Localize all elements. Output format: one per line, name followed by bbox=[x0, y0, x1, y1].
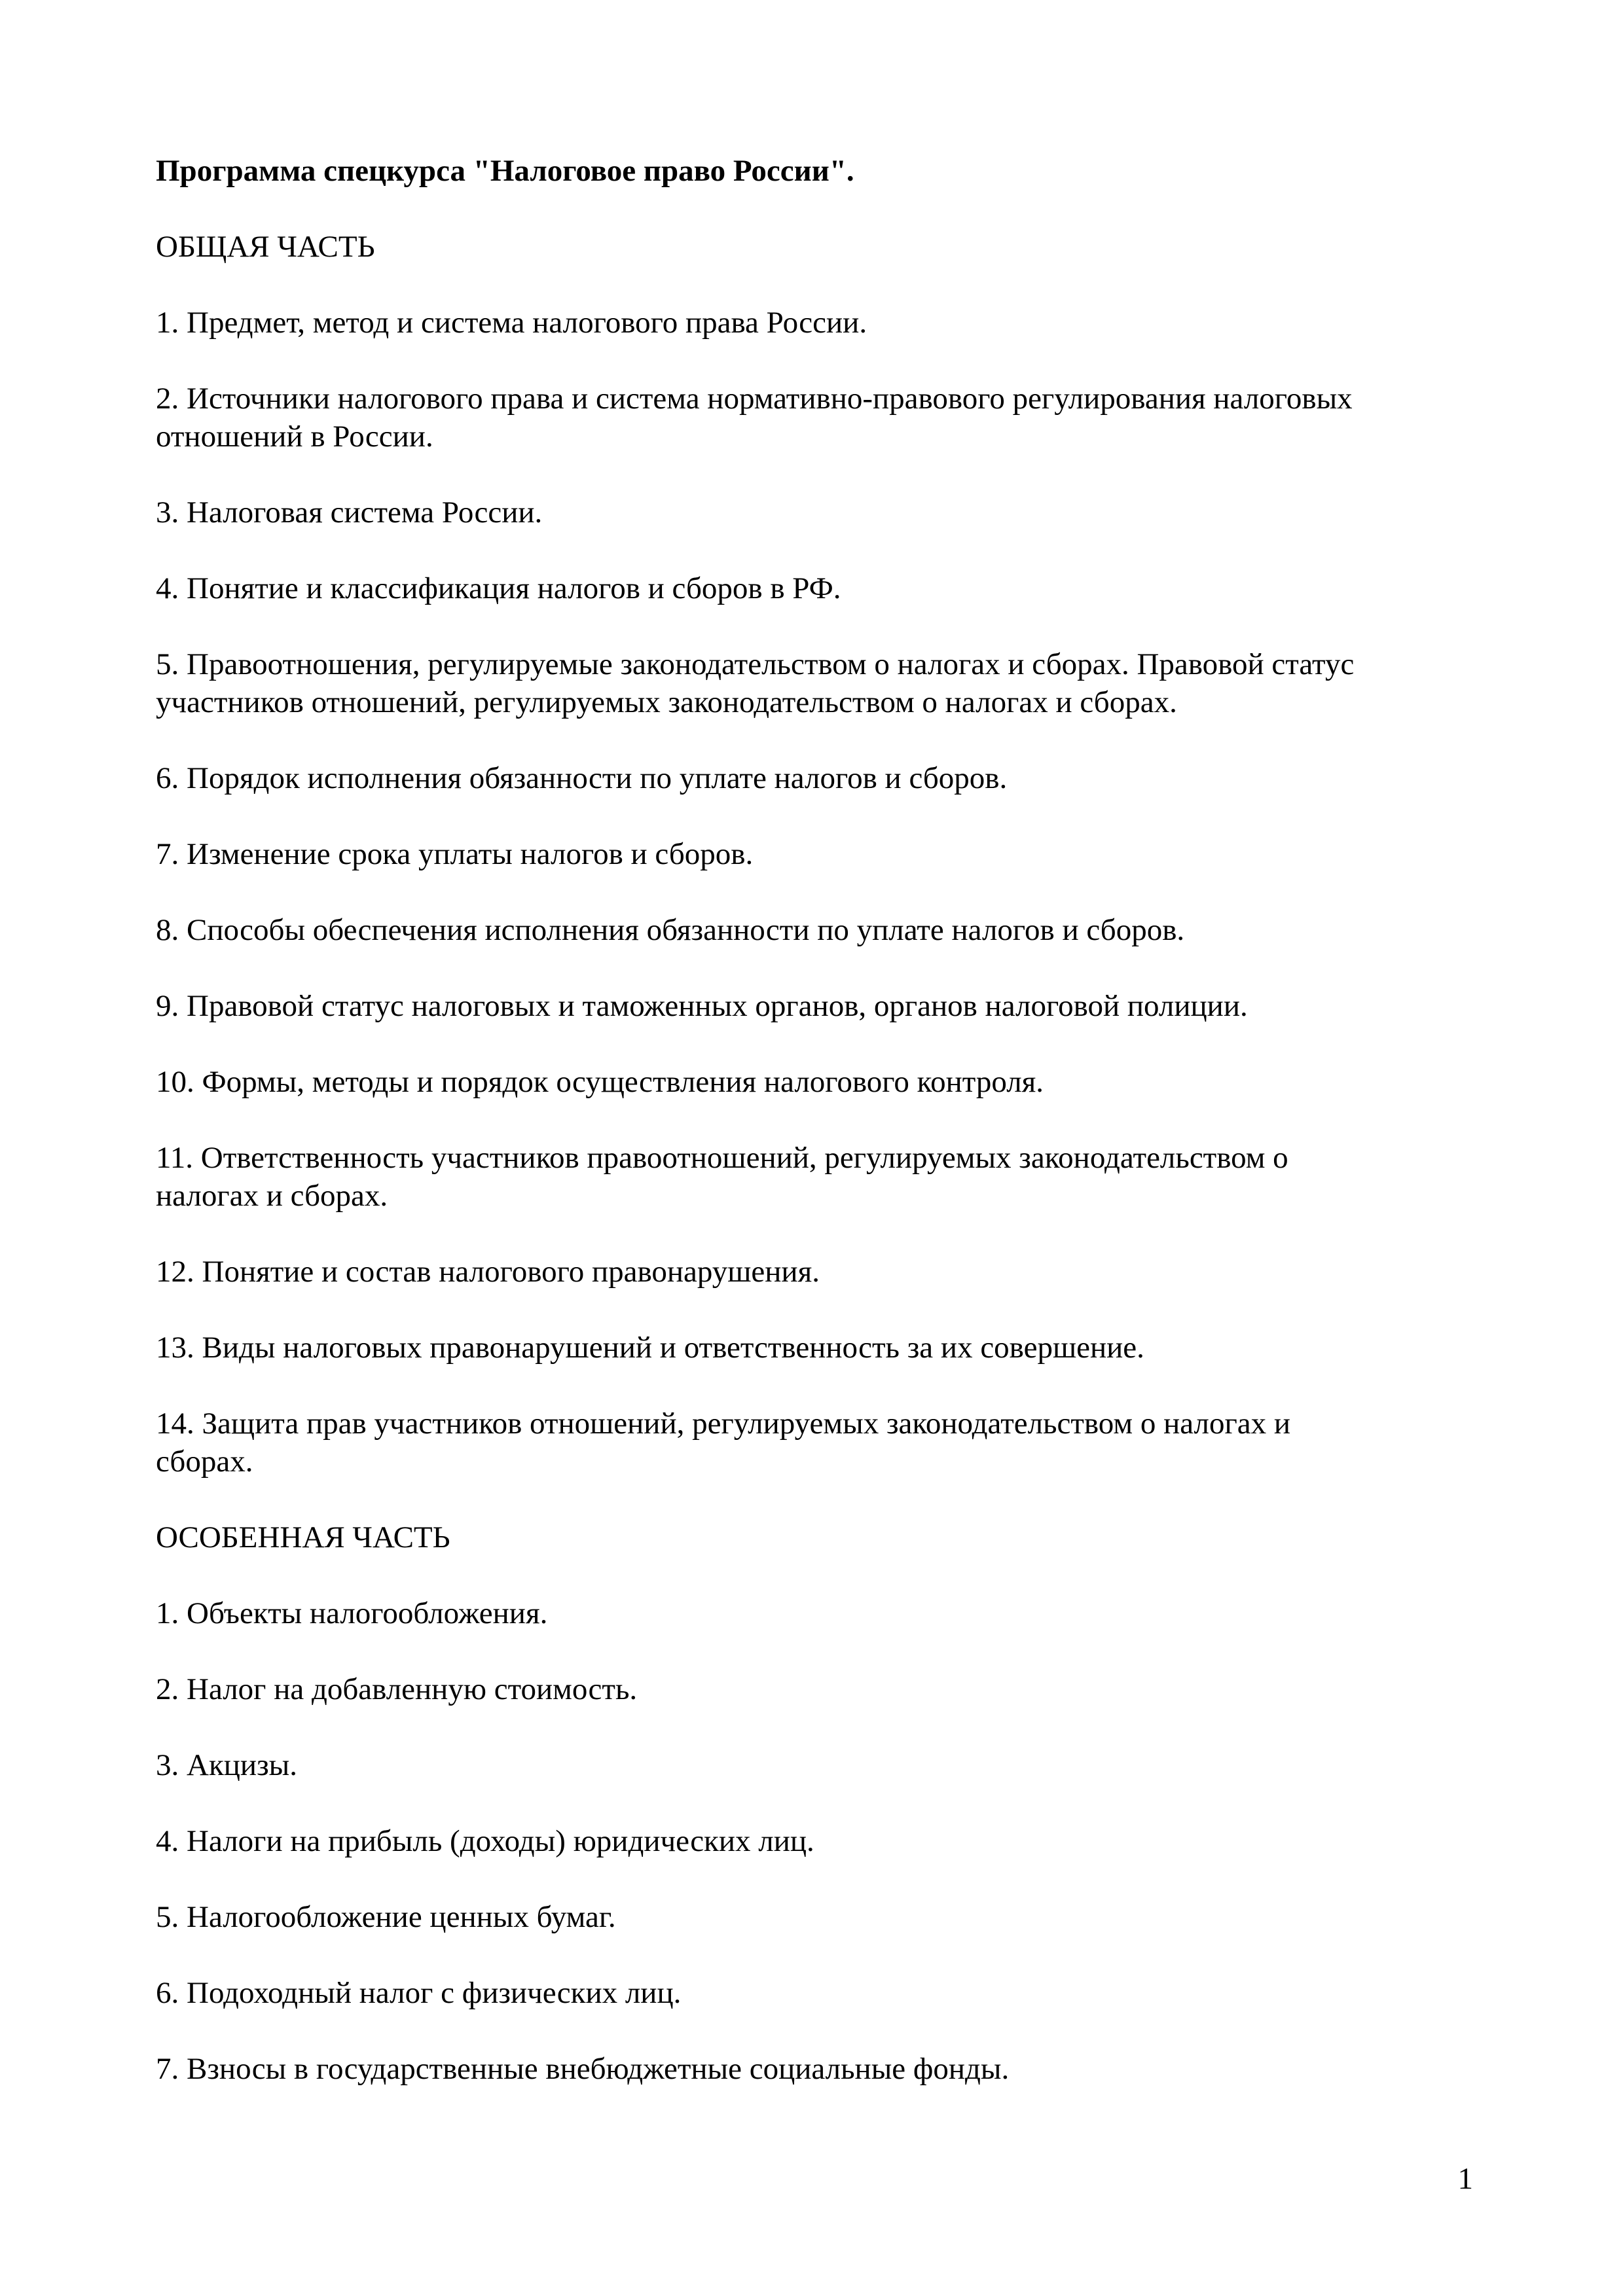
list-item-line: 3. Акцизы. bbox=[156, 1748, 297, 1782]
list-item bbox=[156, 1329, 1478, 1367]
page-number: 1 bbox=[1457, 2162, 1473, 2196]
list-item-line: 6. Подоходный налог с физических лиц. bbox=[156, 1976, 682, 2010]
list-item-line: налогах и сборах. bbox=[156, 1179, 388, 1213]
list-item bbox=[156, 493, 1478, 531]
list-item-line: 6. Порядок исполнения обязанности по уплате налогов и сборов. bbox=[156, 761, 1008, 795]
list-item-line: 5. Налогообложение ценных бумаг. bbox=[156, 1900, 616, 1934]
list-item bbox=[156, 1253, 1478, 1291]
special-part-heading: ОСОБЕННАЯ ЧАСТЬ bbox=[156, 1520, 450, 1554]
list-item-line: отношений в России. bbox=[156, 420, 433, 454]
list-item bbox=[156, 911, 1478, 949]
list-item-line: 2. Источники налогового права и система нормативно-правового регулирования налоговых bbox=[156, 382, 1353, 416]
list-item-line: 7. Изменение срока уплаты налогов и сборов. bbox=[156, 837, 754, 871]
list-item bbox=[156, 1822, 1478, 1860]
list-item-line: 10. Формы, методы и порядок осуществления налогового контроля. bbox=[156, 1065, 1044, 1099]
list-item bbox=[156, 569, 1478, 607]
list-item bbox=[156, 1974, 1478, 2012]
list-item bbox=[156, 1746, 1478, 1784]
list-item-line: 2. Налог на добавленную стоимость. bbox=[156, 1672, 638, 1706]
list-item bbox=[156, 380, 1478, 456]
list-item-line: 8. Способы обеспечения исполнения обязанности по уплате налогов и сборов. bbox=[156, 913, 1185, 947]
list-item-line: 4. Налоги на прибыль (доходы) юридических лиц. bbox=[156, 1824, 814, 1858]
list-item-line: 7. Взносы в государственные внебюджетные социальные фонды. bbox=[156, 2052, 1010, 2086]
list-item bbox=[156, 987, 1478, 1025]
list-item-line: 11. Ответственность участников правоотношений, регулируемых законодательством о bbox=[156, 1141, 1288, 1175]
list-item bbox=[156, 1594, 1478, 1632]
list-item-line: 14. Защита прав участников отношений, регулируемых законодательством о налогах и bbox=[156, 1407, 1291, 1441]
special-part-list bbox=[156, 1594, 1478, 2088]
list-item-line: 9. Правовой статус налоговых и таможенных органов, органов налоговой полиции. bbox=[156, 989, 1248, 1023]
list-item-line: 5. Правоотношения, регулируемые законодательством о налогах и сборах. Правовой статус bbox=[156, 647, 1355, 681]
list-item bbox=[156, 835, 1478, 873]
list-item bbox=[156, 1063, 1478, 1101]
list-item bbox=[156, 1139, 1478, 1215]
list-item bbox=[156, 1670, 1478, 1708]
list-item bbox=[156, 645, 1478, 721]
list-item-line: участников отношений, регулируемых законодательством о налогах и сборах. bbox=[156, 685, 1177, 719]
list-item-line: сборах. bbox=[156, 1444, 253, 1479]
list-item-line: 4. Понятие и классификация налогов и сборов в РФ. bbox=[156, 571, 841, 605]
list-item-line: 1. Объекты налогообложения. bbox=[156, 1596, 548, 1630]
list-item bbox=[156, 759, 1478, 797]
list-item-line: 3. Налоговая система России. bbox=[156, 495, 543, 529]
general-part-list bbox=[156, 304, 1478, 1480]
list-item bbox=[156, 304, 1478, 342]
list-item bbox=[156, 1898, 1478, 1936]
list-item bbox=[156, 2050, 1478, 2088]
document-title: Программа спецкурса "Налоговое право России". bbox=[156, 154, 854, 188]
list-item-line: 13. Виды налоговых правонарушений и ответственность за их совершение. bbox=[156, 1331, 1144, 1365]
list-item-line: 1. Предмет, метод и система налогового права России. bbox=[156, 306, 867, 340]
list-item bbox=[156, 1405, 1478, 1480]
list-item-line: 12. Понятие и состав налогового правонарушения. bbox=[156, 1255, 820, 1289]
document-body bbox=[156, 152, 1478, 2088]
general-part-heading: ОБЩАЯ ЧАСТЬ bbox=[156, 230, 375, 264]
